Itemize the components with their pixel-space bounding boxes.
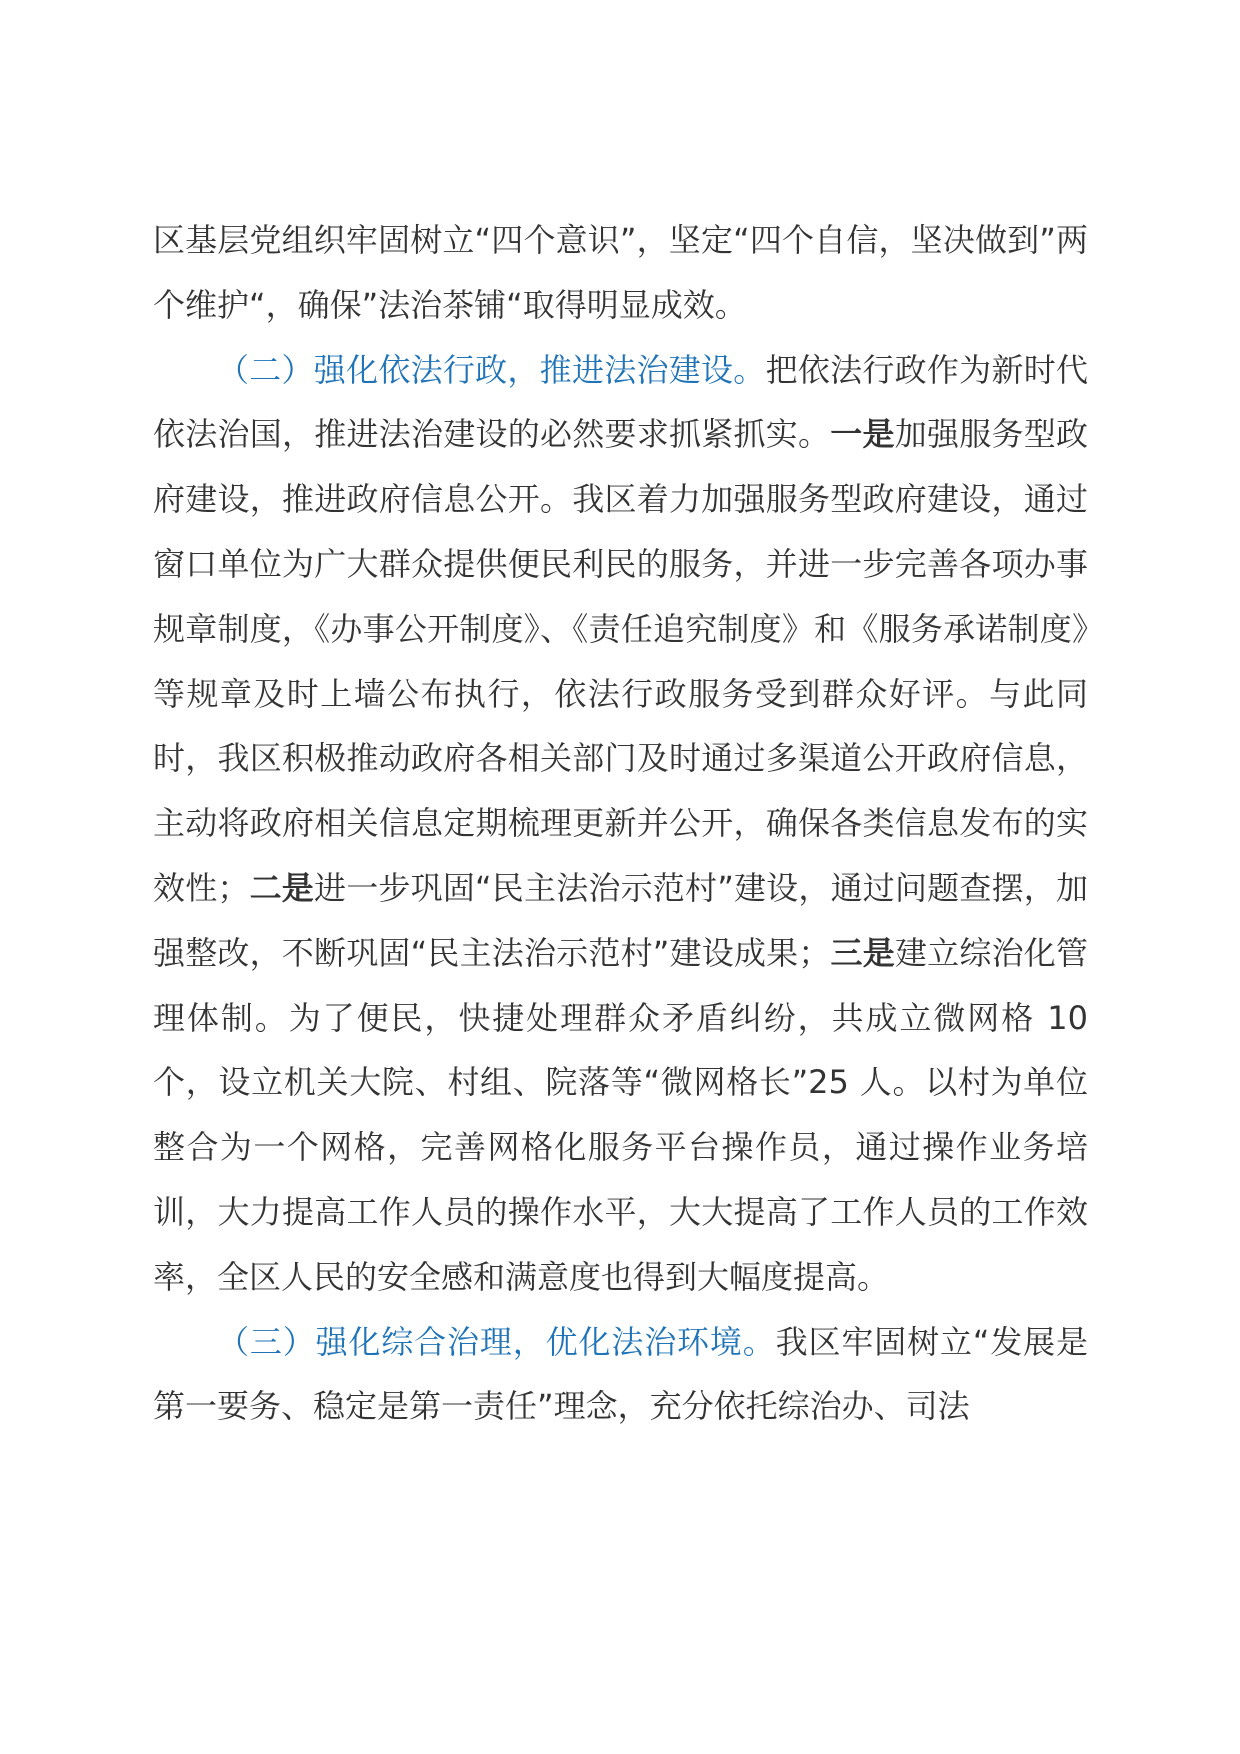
point-1-label: 一是 [830,415,895,454]
section-3-heading: （三）强化综合治理，优化法治环境。 [217,1322,776,1361]
point-2-label: 二是 [249,868,315,907]
document-body [153,208,1088,1439]
paragraph-1-text: 区基层党组织牢固树立“四个意识”，坚定“四个自信，坚决做到”两个维护“，确保”法治茶铺“取得明显成效。 [153,221,1088,324]
point-3-text: 建立综治化管理体制。为了便民，快捷处理群众矛盾纠纷，共成立微网格 10 个，设立机关大院、村组、院落等“微网格长”25 人。以村为单位整合为一个网格，完善网格化服务平台操作员，通过操作业务培训，大力提高工作人员的操作水平，大大提高了工作人员的工作效率，全区人民的安全感和满意度也得到大幅度提高。 [153,933,1088,1296]
point-1-text: 加强服务型政府建设，推进政府信息公开。我区着力加强服务型政府建设，通过窗口单位为广大群众提供便民利民的服务，并进一步完善各项办事规章制度，《办事公开制度》、《责任追究制度》和《服务承诺制度》等规章及时上墙公布执行，依法行政服务受到群众好评。与此同时，我区积极推动政府各相关部门及时通过多渠道公开政府信息，主动将政府相关信息定期梳理更新并公开，确保各类信息发布的实效性； [153,415,1088,907]
paragraph-section-3 [153,1310,1088,1440]
point-2-text: 进一步巩固“民主法治示范村”建设，通过问题查摆，加强整改，不断巩固“民主法治示范村”建设成果； [153,868,1088,972]
point-3-label: 三是 [830,933,895,972]
section-2-heading: （二）强化依法行政，推进法治建设。 [217,350,766,389]
section-3-text: 我区牢固树立“发展是第一要务、稳定是第一责任”理念，充分依托综治办、司法 [153,1322,1088,1426]
paragraph-continuation [153,208,1088,338]
section-2-intro: 把依法行政作为新时代依法治国，推进法治建设的必然要求抓紧抓实。 [153,350,1088,454]
paragraph-section-2 [153,338,1088,1310]
